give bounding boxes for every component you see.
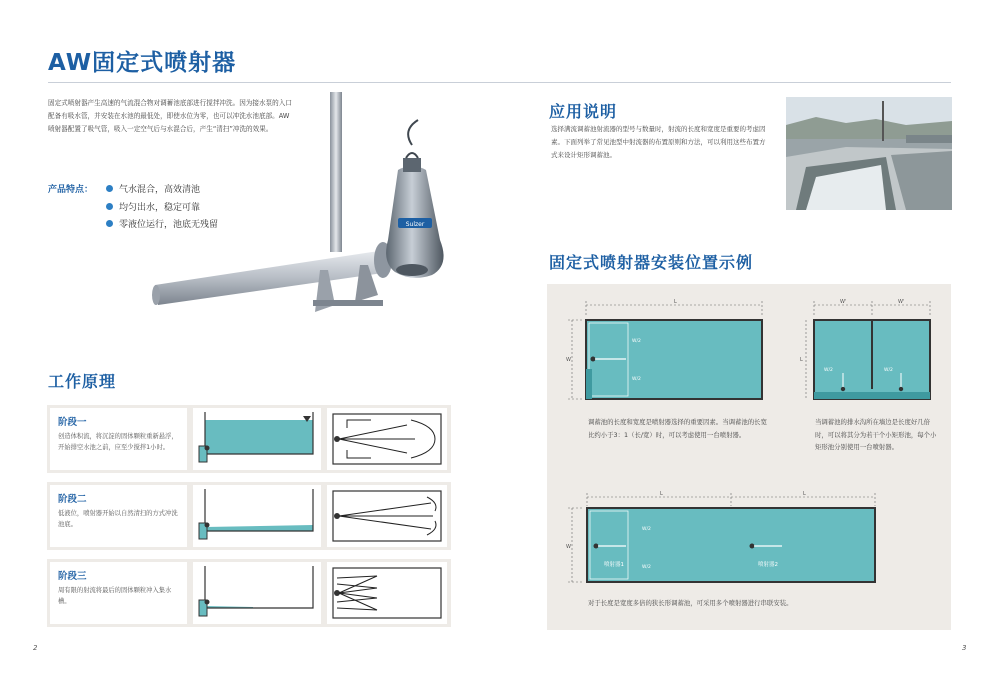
intro-text: 固定式喷射器产生高速的气流混合物对调蓄池底部进行搅拌冲洗。因为接水泵的入口配备有吸水管，并安装在水池的最低处，即使水位为零，也可以冲洗水池底部。AW喷射器配置了吸气管，吸入一定空气后与水混合后，产生“清扫”冲洗的效果。 — [48, 99, 292, 134]
installation-title: 固定式喷射器安装位置示例 — [549, 253, 754, 272]
svg-text:L: L — [800, 357, 803, 363]
feature-item: 均匀出水，稳定可靠 — [106, 198, 218, 216]
bullet-icon — [106, 203, 113, 210]
svg-text:W/2: W/2 — [824, 368, 833, 373]
phase-1-card — [50, 408, 187, 470]
application-desc: 选择满流调蓄池射流器的型号与数量时，射流的长度和宽度是重要的考虑因素。下面列举了常见池型中射流器的布置原则和方法，可以利用这些布置方式来设计矩形调蓄池。 — [551, 125, 766, 159]
feature-item: 零液位运行，池底无残留 — [106, 215, 218, 233]
svg-text:W/2: W/2 — [884, 368, 893, 373]
svg-text:W': W' — [898, 299, 905, 305]
bullet-icon — [106, 185, 113, 192]
svg-text:W/2: W/2 — [632, 339, 641, 344]
tank-photo — [786, 97, 952, 210]
svg-text:L: L — [803, 491, 806, 497]
caption-divided-tank: 当调蓄池的排水沟所在墙边是长度好几倍时，可以将其分为若干个小矩形池，每个小矩形池分别使用一台喷射器。 — [815, 418, 937, 451]
phase-1-plan-view — [327, 408, 447, 470]
phase-2-desc: 低液位，喷射器开始以自然清扫的方式冲洗池底。 — [58, 510, 178, 528]
caption-single-ejector: 调蓄池的长度和宽度是喷射器选择的重要因素。当调蓄池的长宽比约小于3：1（长/宽）时，可以考虑使用一台喷射器。 — [588, 418, 767, 439]
application-title: 应用说明 — [549, 102, 618, 121]
phase-1-side-view — [193, 408, 321, 470]
tank-rect — [587, 508, 875, 582]
phase-3-plan-view — [327, 562, 447, 624]
svg-text:W': W' — [840, 299, 847, 305]
ejector-pump-illustration — [150, 90, 460, 325]
phase-2-title: 阶段二 — [58, 494, 87, 505]
page-title: AW固定式喷射器 — [48, 50, 237, 76]
ejector-2-label: 喷射器2 — [758, 562, 778, 568]
phase-2-plan-view — [327, 485, 447, 547]
phase-2-card — [50, 485, 187, 547]
air-pipe — [330, 92, 342, 252]
phase-1-desc: 创造体积流，将沉淀的固体颗粒重新悬浮，开始排空水池之前，应至少搅拌1小时。 — [58, 433, 178, 451]
phase-2-side-view — [193, 485, 321, 547]
phase-3-card — [50, 562, 187, 624]
svg-text:W/2: W/2 — [642, 527, 651, 532]
phase-3-title: 阶段三 — [58, 571, 87, 582]
phase-3-side-view — [193, 562, 321, 624]
water-fill — [205, 420, 313, 454]
svg-text:W/2: W/2 — [642, 565, 651, 570]
feature-item: 气水混合，高效清池 — [106, 180, 218, 198]
pump-logo-text: Sulzer — [405, 221, 425, 228]
bullet-icon — [106, 220, 113, 227]
svg-text:W/2: W/2 — [632, 377, 641, 382]
caption-serial-ejectors: 对于长度是宽度多倍的狭长形调蓄池，可采用多个喷射器进行串联安装。 — [588, 599, 793, 607]
discharge-pipe — [155, 250, 390, 305]
diagram-divided-tank — [800, 295, 945, 407]
working-principle-title: 工作原理 — [48, 372, 117, 391]
diagram-serial-ejectors — [560, 490, 885, 590]
title-divider — [48, 82, 951, 83]
svg-text:L: L — [674, 299, 677, 305]
svg-text:W: W — [566, 357, 571, 363]
svg-text:L: L — [660, 491, 663, 497]
features-label: 产品特点： — [48, 185, 94, 195]
page-number-right: 3 — [962, 644, 967, 652]
diagram-single-ejector — [560, 295, 770, 407]
svg-text:W: W — [566, 544, 571, 550]
ejector-1-label: 喷射器1 — [604, 562, 624, 568]
page-number-left: 2 — [33, 644, 38, 652]
phase-1-title: 阶段一 — [58, 417, 87, 428]
phase-3-desc: 周有限的射流将最后的固体颗粒冲入集水槽。 — [58, 587, 172, 605]
